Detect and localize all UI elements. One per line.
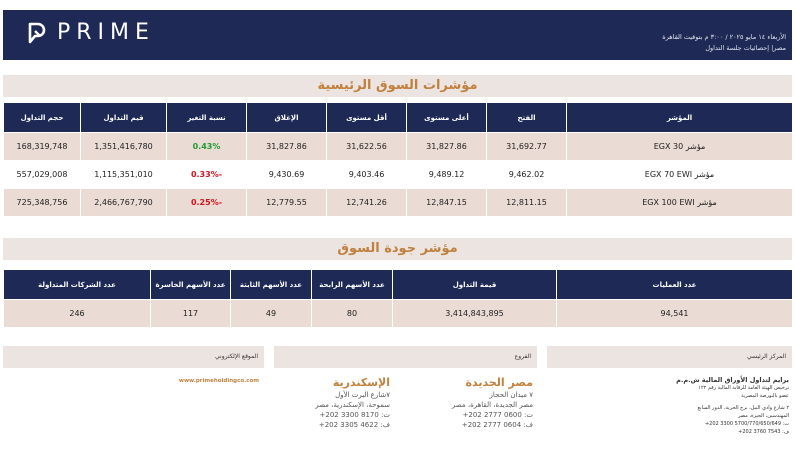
prime-logo-icon [27, 22, 47, 44]
open-value: 9,462.02 [487, 161, 567, 189]
table-row [4, 133, 793, 161]
change-value: -0.33% [167, 161, 247, 189]
hq-phone: +202 3300 5700/770/650/649 :ت [704, 421, 789, 427]
branch-fax: +202 3305 4622 :ف [318, 421, 390, 429]
col-open: الفتح [487, 103, 567, 133]
hq-address: ٢ شارع وادي النيل، برج الحرية، الدور السابع [697, 405, 789, 411]
col-index: المؤشر [567, 103, 793, 133]
quality-section-title: مؤشر جودة السوق [3, 238, 792, 260]
trade-value: 2,466,767,790 [81, 189, 167, 217]
brand-name: PRIME [57, 20, 155, 45]
col-low: أقل مستوى [327, 103, 407, 133]
low-value: 12,741.26 [327, 189, 407, 217]
hq-license: ترخيص الهيئة العامة للرقابة المالية رقم ١٢٢ [698, 385, 789, 391]
brand-logo[interactable] [27, 22, 155, 44]
quality-table [3, 269, 793, 328]
branch-line2: مصر الجديدة، القاهرة، مصر [451, 401, 533, 409]
table-row [4, 161, 793, 189]
header-info [662, 32, 786, 54]
col-traded-companies: عدد الشركات المتداولة [4, 270, 151, 300]
hq-fax: +202 3760 7543 :ف [738, 429, 789, 435]
change-value: 0.43% [167, 133, 247, 161]
traded-companies-count: 246 [4, 300, 151, 328]
branch-line2: سموحة، الإسكندرية، مصر [315, 401, 390, 409]
low-value: 31,622.56 [327, 133, 407, 161]
high-value: 9,489.12 [407, 161, 487, 189]
close-value: 9,430.69 [247, 161, 327, 189]
trade-volume: 725,348,756 [4, 189, 81, 217]
close-value: 31,827.86 [247, 133, 327, 161]
low-value: 9,403.46 [327, 161, 407, 189]
unchanged-count: 49 [231, 300, 312, 328]
table-row [4, 300, 793, 328]
branch-fax: +202 2777 0604 :ف [461, 421, 533, 429]
website-block [159, 378, 259, 384]
high-value: 12,847.15 [407, 189, 487, 217]
index-name: مؤشر EGX 70 EWI [567, 161, 793, 189]
high-value: 31,827.86 [407, 133, 487, 161]
col-volume: حجم التداول [4, 103, 81, 133]
col-change: نسبة التغير [167, 103, 247, 133]
trades-count: 94,541 [557, 300, 793, 328]
trade-value-total: 3,414,843,895 [393, 300, 557, 328]
gainers-count: 80 [312, 300, 393, 328]
branch-city: مصر الجديدة [465, 376, 533, 389]
hq-area: المهندسين، الجيزة، مصر [738, 413, 789, 419]
col-gainers: عدد الأسهم الرابحة [312, 270, 393, 300]
col-unchanged: عدد الأسهم الثابتة [231, 270, 312, 300]
col-trades: عدد العمليات [557, 270, 793, 300]
page-header [3, 10, 792, 60]
open-value: 12,811.15 [487, 189, 567, 217]
hq-company-name: برايم لتداول الأوراق المالية ش.م.م [676, 376, 789, 384]
trade-value: 1,351,416,780 [81, 133, 167, 161]
col-value: قيم التداول [81, 103, 167, 133]
branch-heliopolis [423, 376, 533, 430]
branch-phone: +202 2777 0600 :ت [462, 411, 533, 419]
trade-volume: 557,029,008 [4, 161, 81, 189]
branches-heading: الفروع [274, 346, 537, 368]
close-value: 12,779.55 [247, 189, 327, 217]
branch-alexandria [280, 376, 390, 430]
indices-header-row [4, 103, 793, 133]
trade-volume: 168,319,748 [4, 133, 81, 161]
website-heading: الموقع الإلكتروني [3, 346, 264, 368]
branch-line1: ٧ ميدان الحجاز [489, 391, 533, 399]
branch-line1: ٧شارع البرت الأول [335, 391, 390, 399]
hq-member: عضو بالبورصة المصرية [741, 393, 789, 399]
open-value: 31,692.77 [487, 133, 567, 161]
session-subtitle: مصر| إحصائيات جلسة التداول [705, 44, 786, 52]
quality-header-row [4, 270, 793, 300]
index-name: مؤشر EGX 100 EWI [567, 189, 793, 217]
branch-city: الإسكندرية [332, 376, 390, 389]
hq-heading: المركز الرئيسي [547, 346, 792, 368]
hq-block [559, 376, 789, 436]
index-name: مؤشر EGX 30 [567, 133, 793, 161]
branch-phone: +202 3300 8170 :ت [319, 411, 390, 419]
col-high: أعلى مستوى [407, 103, 487, 133]
indices-section-title: مؤشرات السوق الرئيسية [3, 75, 792, 97]
session-date: الأربعاء ١٤ مايو ٢٠٢٥ / ٣:٠٠ م بتوقيت القاهرة [662, 33, 786, 41]
col-trade-value: قيمة التداول [393, 270, 557, 300]
website-link[interactable]: www.primeholdingco.com [178, 378, 259, 384]
change-value: -0.25% [167, 189, 247, 217]
losers-count: 117 [151, 300, 231, 328]
trade-value: 1,115,351,010 [81, 161, 167, 189]
indices-table [3, 102, 793, 217]
col-losers: عدد الأسهم الخاسرة [151, 270, 231, 300]
table-row [4, 189, 793, 217]
col-close: الإغلاق [247, 103, 327, 133]
